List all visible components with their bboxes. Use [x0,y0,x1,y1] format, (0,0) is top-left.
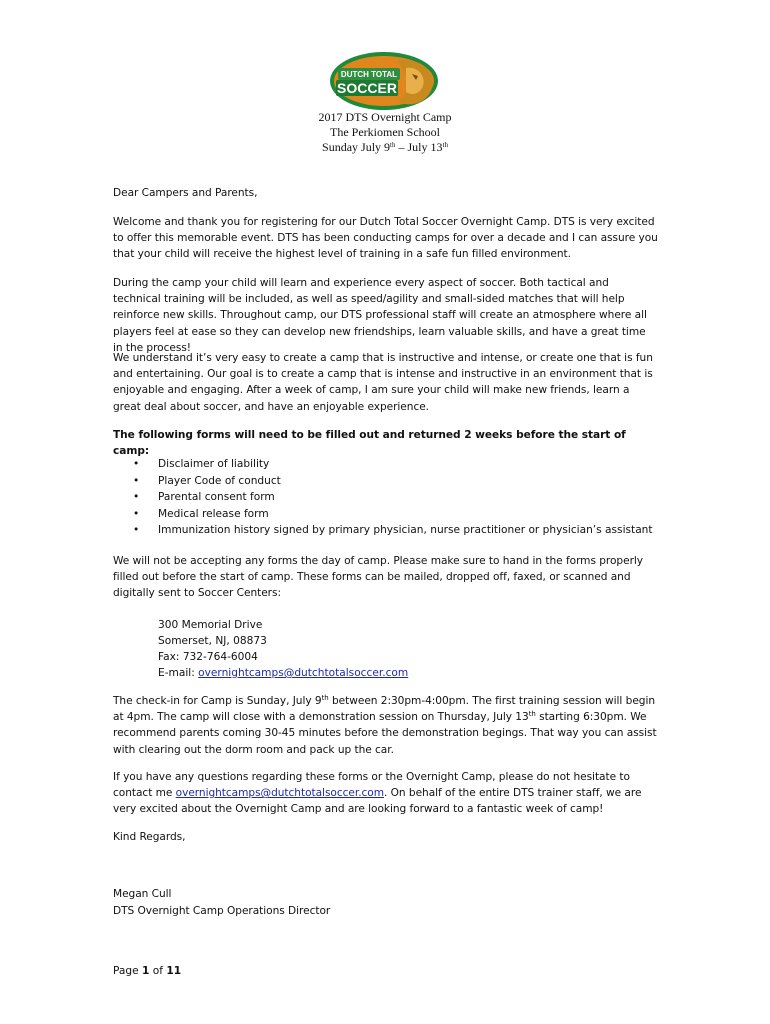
forms-list [113,456,673,539]
logo-line1: DUTCH TOTAL [340,70,398,79]
dts-logo [328,50,442,112]
list-item: • Player Code of conduct [113,473,673,490]
bullet-icon: • [133,507,140,520]
address-block [158,617,408,681]
paragraph-check-in: The check-in for Camp is Sunday, July 9th between 2:30pm-4:00pm. The first training session will begin at 4pm. The camp will close with a demonstration session on Thursday, July 13th starting 6:30pm. We recommend parents coming 30-45 minutes before the demonstration begings. That way you can assist with clearing out the dorm room and pack up the car. [113,694,657,756]
address-fax: Fax: 732-764-6004 [158,651,258,663]
list-item: • Medical release form [113,506,673,523]
closing: Kind Regards, [113,831,186,843]
signer-name: Megan Cull [113,888,172,900]
list-item: • Parental consent form [113,489,673,506]
paragraph-forms-submission: We will not be accepting any forms the day of camp. Please make sure to hand in the forms properly filled out before the start of camp. These forms can be mailed, dropped off, faxed, or scanned and digitally sent to Soccer Centers: [113,555,643,600]
paragraph-camp-details: During the camp your child will learn and experience every aspect of soccer. Both tactical and technical training will be included, as well as speed/agility and small-sided matches that will help reinforce new skills. Throughout camp, our DTS professional staff will create an atmosphere where all players feel at ease so they can develop new friendships, learn valuable skills, and have a great time in the process! [113,277,647,354]
bullet-icon: • [133,524,140,536]
paragraph-goal: We understand it’s very easy to create a camp that is instructive and intense, or create one that is fun and entertaining. Our goal is to create a camp that is intense and instructive in an environment that is enjoyable and engaging. After a week of camp, I am sure your child will make new friends, learn a great deal about soccer, and have an enjoyable experience. [113,352,653,413]
logo-line2: SOCCER [337,80,397,96]
list-item: • Immunization history signed by primary physician, nurse practitioner or physician’s assistant [113,522,673,539]
email-link[interactable]: overnightcamps@dutchtotalsoccer.com [175,787,384,800]
header-dates: Sunday July 9th – July 13th [322,140,448,154]
bullet-icon: • [133,458,140,470]
address-city: Somerset, NJ, 08873 [158,635,267,647]
greeting: Dear Campers and Parents, [113,187,258,199]
paragraph-welcome: Welcome and thank you for registering for our Dutch Total Soccer Overnight Camp. DTS is very excited to offer this memorable event. DTS has been conducting camps for over a decade and I can assure you that your child will receive the highest level of training in a safe fun filled environment. [113,216,658,261]
forms-heading: The following forms will need to be filled out and returned 2 weeks before the start of camp: [113,429,626,458]
signer-title: DTS Overnight Camp Operations Director [113,905,331,917]
page-number: Page 1 of 11 [113,965,182,977]
address-email-row: E-mail: overnightcamps@dutchtotalsoccer.com [158,667,409,679]
address-street: 300 Memorial Drive [158,619,263,631]
bullet-icon: • [133,491,140,503]
email-link[interactable]: overnightcamps@dutchtotalsoccer.com [198,667,409,679]
list-item: • Disclaimer of liability [113,456,673,473]
bullet-icon: • [133,474,140,487]
paragraph-contact: If you have any questions regarding these forms or the Overnight Camp, please do not hesitate to contact me overnightcamps@dutchtotalsoccer.com. On behalf of the entire DTS trainer staff, we are very excited about the Overnight Camp and are looking forward to a fantastic week of camp! [113,771,642,816]
header-venue: The Perkiomen School [330,125,440,139]
header-title: 2017 DTS Overnight Camp [318,110,452,124]
